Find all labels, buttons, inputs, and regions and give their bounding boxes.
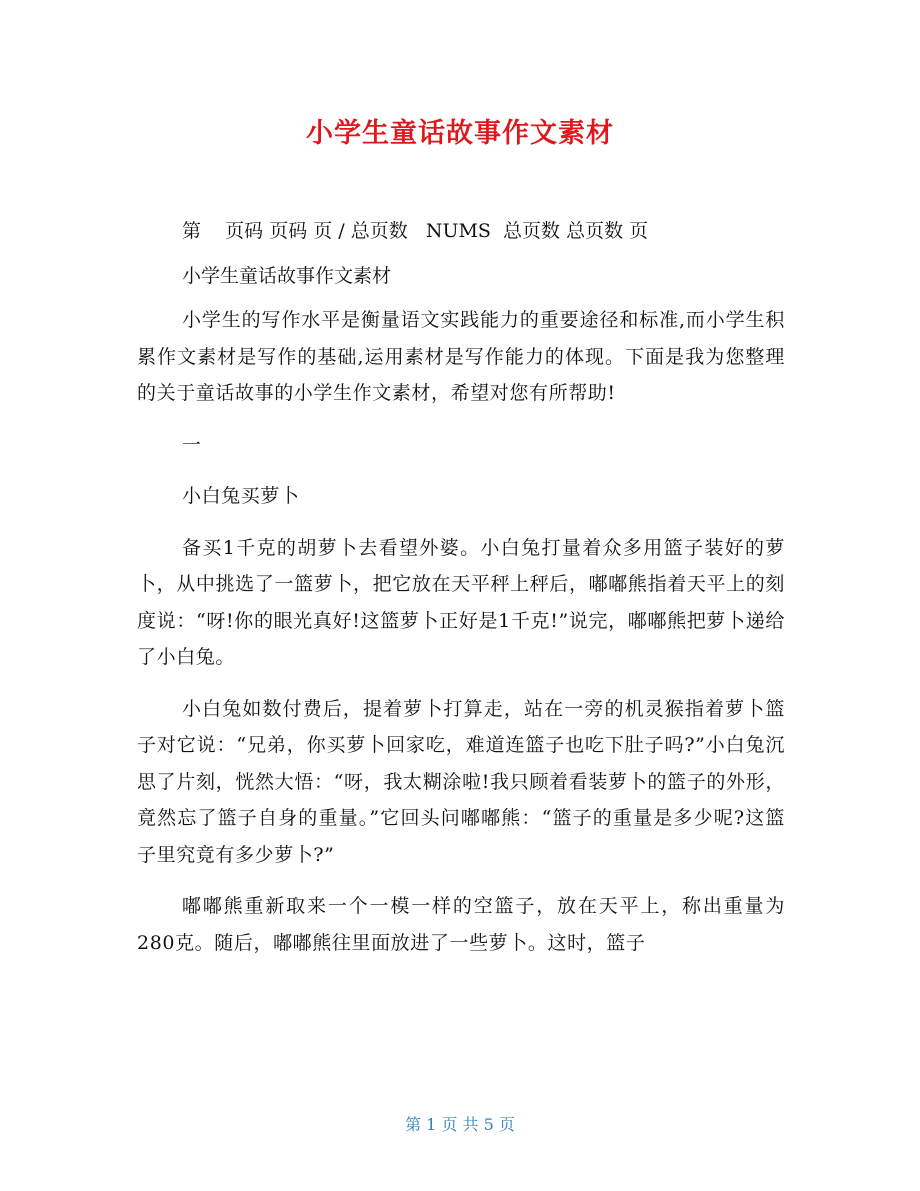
paragraph: 小白兔如数付费后，提着萝卜打算走，站在一旁的机灵猴指着萝卜篮子对它说：“兄弟，你买萝卜回家吃，难道连篮子也吃下肚子吗?”小白兔沉思了片刻，恍然大悟：“呀，我太糊涂啦!我只顾着看装萝卜的篮子的外形，竟然忘了篮子自身的重量。”它回头问嘟嘟熊：“篮子的重量是多少呢?这篮子里究竟有多少萝卜?” bbox=[137, 697, 785, 866]
paragraph-intro: 小学生的写作水平是衡量语文实践能力的重要途径和标准,而小学生积累作文素材是写作的基础,运用素材是写作能力的体现。下面是我为您整理的关于童话故事的小学生作文素材，希望对您有所帮助! bbox=[137, 309, 785, 404]
paragraph: 嘟嘟熊重新取来一个一模一样的空篮子，放在天平上，称出重量为280克。随后，嘟嘟熊往里面放进了一些萝卜。这时，篮子 bbox=[137, 895, 785, 954]
section-number: 一 bbox=[182, 433, 202, 456]
page-title: 小学生童话故事作文素材 bbox=[306, 118, 614, 149]
document-body bbox=[137, 302, 785, 976]
paragraph: 备买1千克的胡萝卜去看望外婆。小白兔打量着众多用篮子装好的萝卜，从中挑选了一篮萝卜，把它放在天平秤上秤后，嘟嘟熊指着天平上的刻度说：“呀!你的眼光真好!这篮萝卜正好是1千克!”说完，嘟嘟熊把萝卜递给了小白兔。 bbox=[137, 536, 785, 668]
document-subtitle: 小学生童话故事作文素材 bbox=[182, 265, 392, 287]
page-header-line: 第 页码 页码 页 / 总页数 NUMS 总页数 总页数 页 bbox=[182, 220, 649, 242]
story-title: 小白兔买萝卜 bbox=[182, 485, 300, 507]
page-footer: 第 1 页 共 5 页 bbox=[405, 1115, 515, 1134]
